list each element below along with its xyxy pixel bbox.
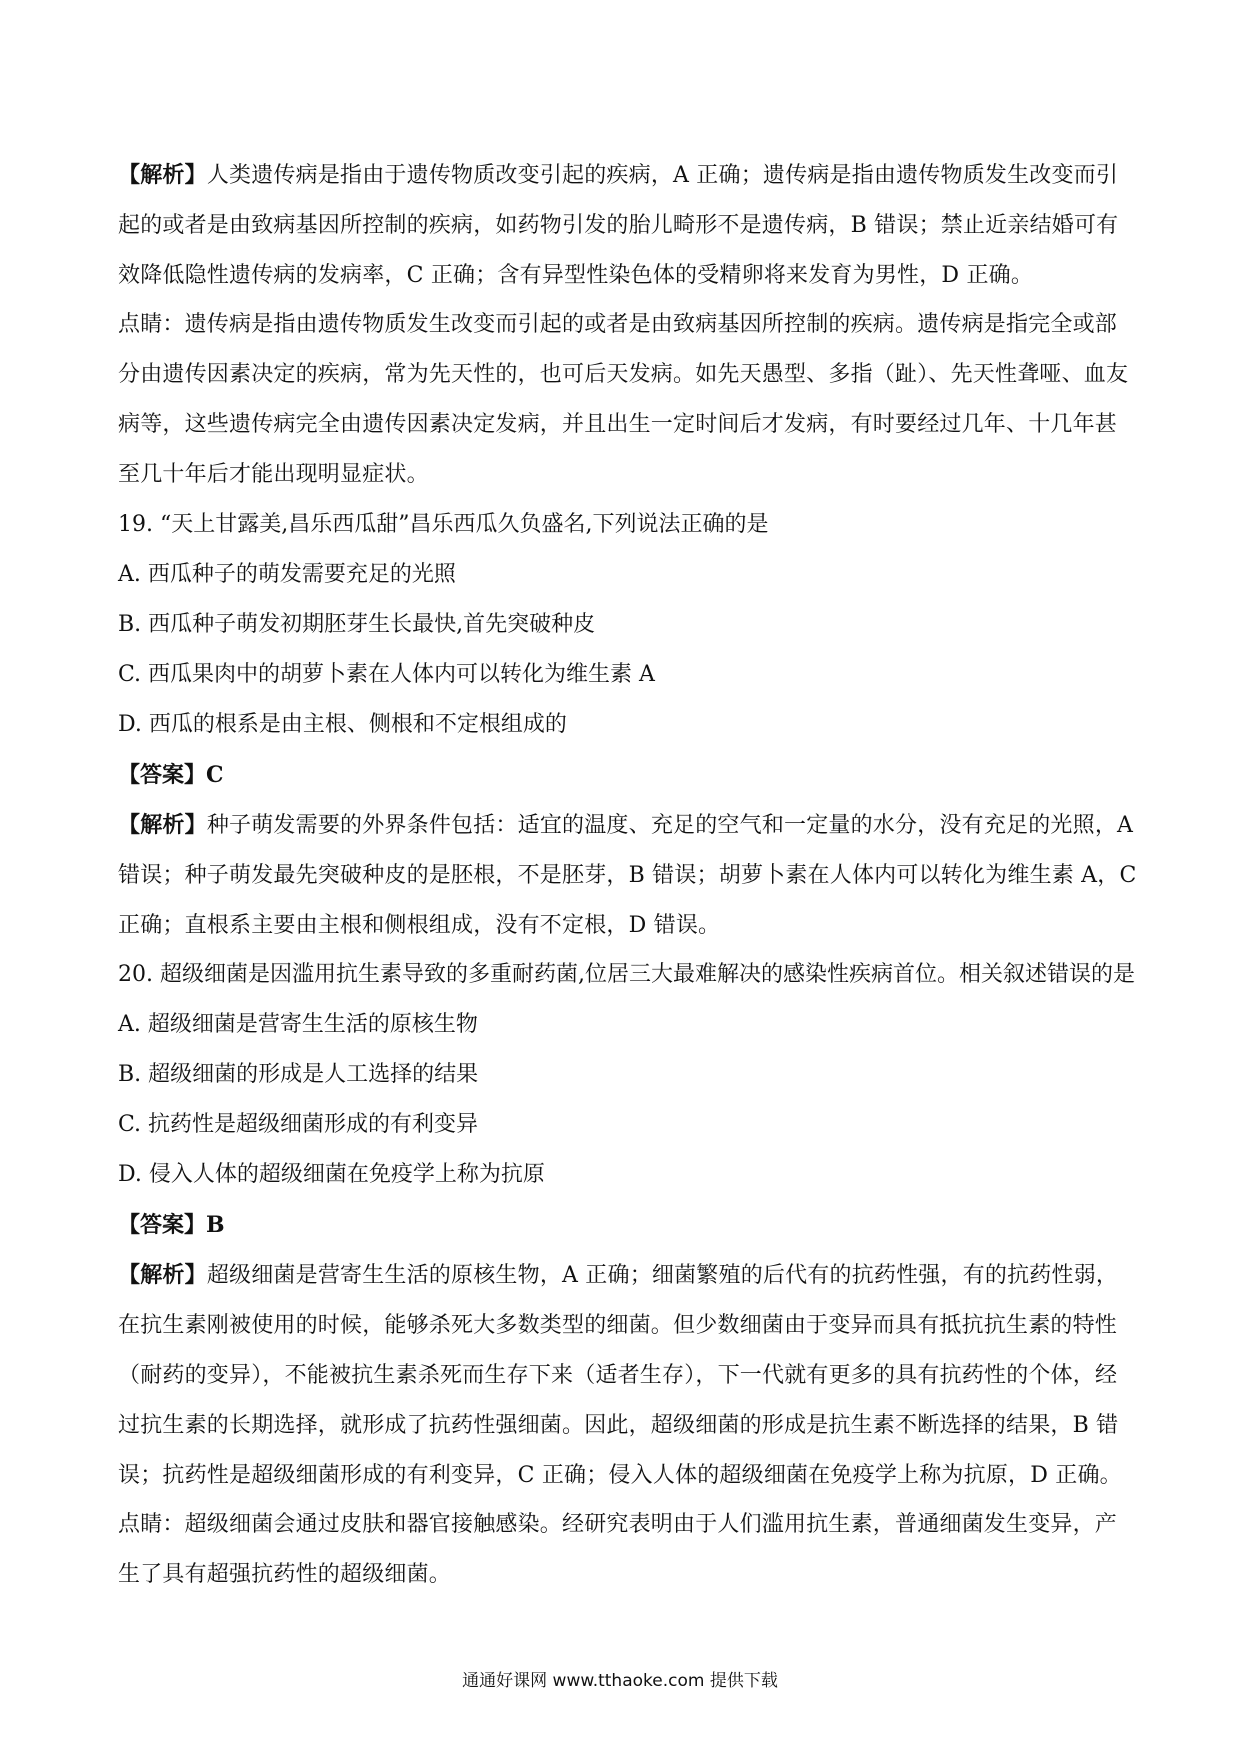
question-19-analysis xyxy=(118,800,1138,951)
question-20-answer: 【答案】B xyxy=(118,1212,225,1238)
analysis-label: 【解析】 xyxy=(118,812,207,838)
question-20-analysis xyxy=(118,1250,1138,1501)
question-19-option-b: B. 西瓜种子萌发初期胚芽生长最快,首先突破种皮 xyxy=(118,612,596,637)
analysis-label: 【解析】 xyxy=(118,162,207,188)
question-20-option-a: A. 超级细菌是营寄生生活的原核生物 xyxy=(118,1012,478,1037)
analysis-paragraph-18 xyxy=(118,150,1138,301)
analysis-text: 种子萌发需要的外界条件包括：适宜的温度、充足的空气和一定量的水分，没有充足的光照，A 错误；种子萌发最先突破种皮的是胚根，不是胚芽，B 错误；胡萝卜素在人体内可以转化为维生素 A，C 正确；直根系主要由主根和侧根组成，没有不定根，D 错误。 xyxy=(118,813,1137,938)
question-20-stem: 20. 超级细菌是因滥用抗生素导致的多重耐药菌,位居三大最难解决的感染性疾病首位。相关叙述错误的是 xyxy=(118,962,1135,987)
question-20-note xyxy=(118,1500,1138,1600)
question-19-stem: 19. “天上甘露美,昌乐西瓜甜”昌乐西瓜久负盛名,下列说法正确的是 xyxy=(118,512,769,537)
analysis-text: 人类遗传病是指由于遗传物质改变引起的疾病，A 正确；遗传病是指由遗传物质发生改变而引起的或者是由致病基因所控制的疾病，如药物引发的胎儿畸形不是遗传病，B 错误；禁止近亲结婚可有效降低隐性遗传病的发病率，C 正确；含有异型性染色体的受精卵将来发育为男性，D 正确。 xyxy=(118,163,1119,288)
note-text: 点睛：超级细菌会通过皮肤和器官接触感染。经研究表明由于人们滥用抗生素，普通细菌发生变异，产生了具有超强抗药性的超级细菌。 xyxy=(118,1512,1118,1587)
question-20-option-d: D. 侵入人体的超级细菌在免疫学上称为抗原 xyxy=(118,1162,545,1187)
analysis-label: 【解析】 xyxy=(118,1262,207,1288)
question-19-option-c: C. 西瓜果肉中的胡萝卜素在人体内可以转化为维生素 A xyxy=(118,662,655,687)
question-20-option-c: C. 抗药性是超级细菌形成的有利变异 xyxy=(118,1112,479,1137)
analysis-text: 超级细菌是营寄生生活的原核生物，A 正确；细菌繁殖的后代有的抗药性强，有的抗药性弱，在抗生素刚被使用的时候，能够杀死大多数类型的细菌。但少数细菌由于变异而具有抵抗抗生素的特性（耐药的变异），不能被抗生素杀死而生存下来（适者生存），下一代就有更多的具有抗药性的个体，经过抗生素的长期选择，就形成了抗药性强细菌。因此，超级细菌的形成是抗生素不断选择的结果，B 错误；抗药性是超级细菌形成的有利变异，C 正确；侵入人体的超级细菌在免疫学上称为抗原，D 正确。 xyxy=(118,1263,1122,1488)
note-paragraph-18 xyxy=(118,300,1138,500)
question-19-option-a: A. 西瓜种子的萌发需要充足的光照 xyxy=(118,562,456,587)
footer-download-note: 通通好课网 www.tthaoke.com 提供下载 xyxy=(462,1671,778,1691)
question-20-option-b: B. 超级细菌的形成是人工选择的结果 xyxy=(118,1062,479,1087)
question-19-option-d: D. 西瓜的根系是由主根、侧根和不定根组成的 xyxy=(118,712,567,737)
note-text: 点睛：遗传病是指由遗传物质发生改变而引起的或者是由致病基因所控制的疾病。遗传病是指完全或部分由遗传因素决定的疾病，常为先天性的，也可后天发病。如先天愚型、多指（趾）、先天性聋哑、血友病等，这些遗传病完全由遗传因素决定发病，并且出生一定时间后才发病，有时要经过几年、十几年甚至几十年后才能出现明显症状。 xyxy=(118,312,1129,487)
question-19-answer: 【答案】C xyxy=(118,762,224,788)
